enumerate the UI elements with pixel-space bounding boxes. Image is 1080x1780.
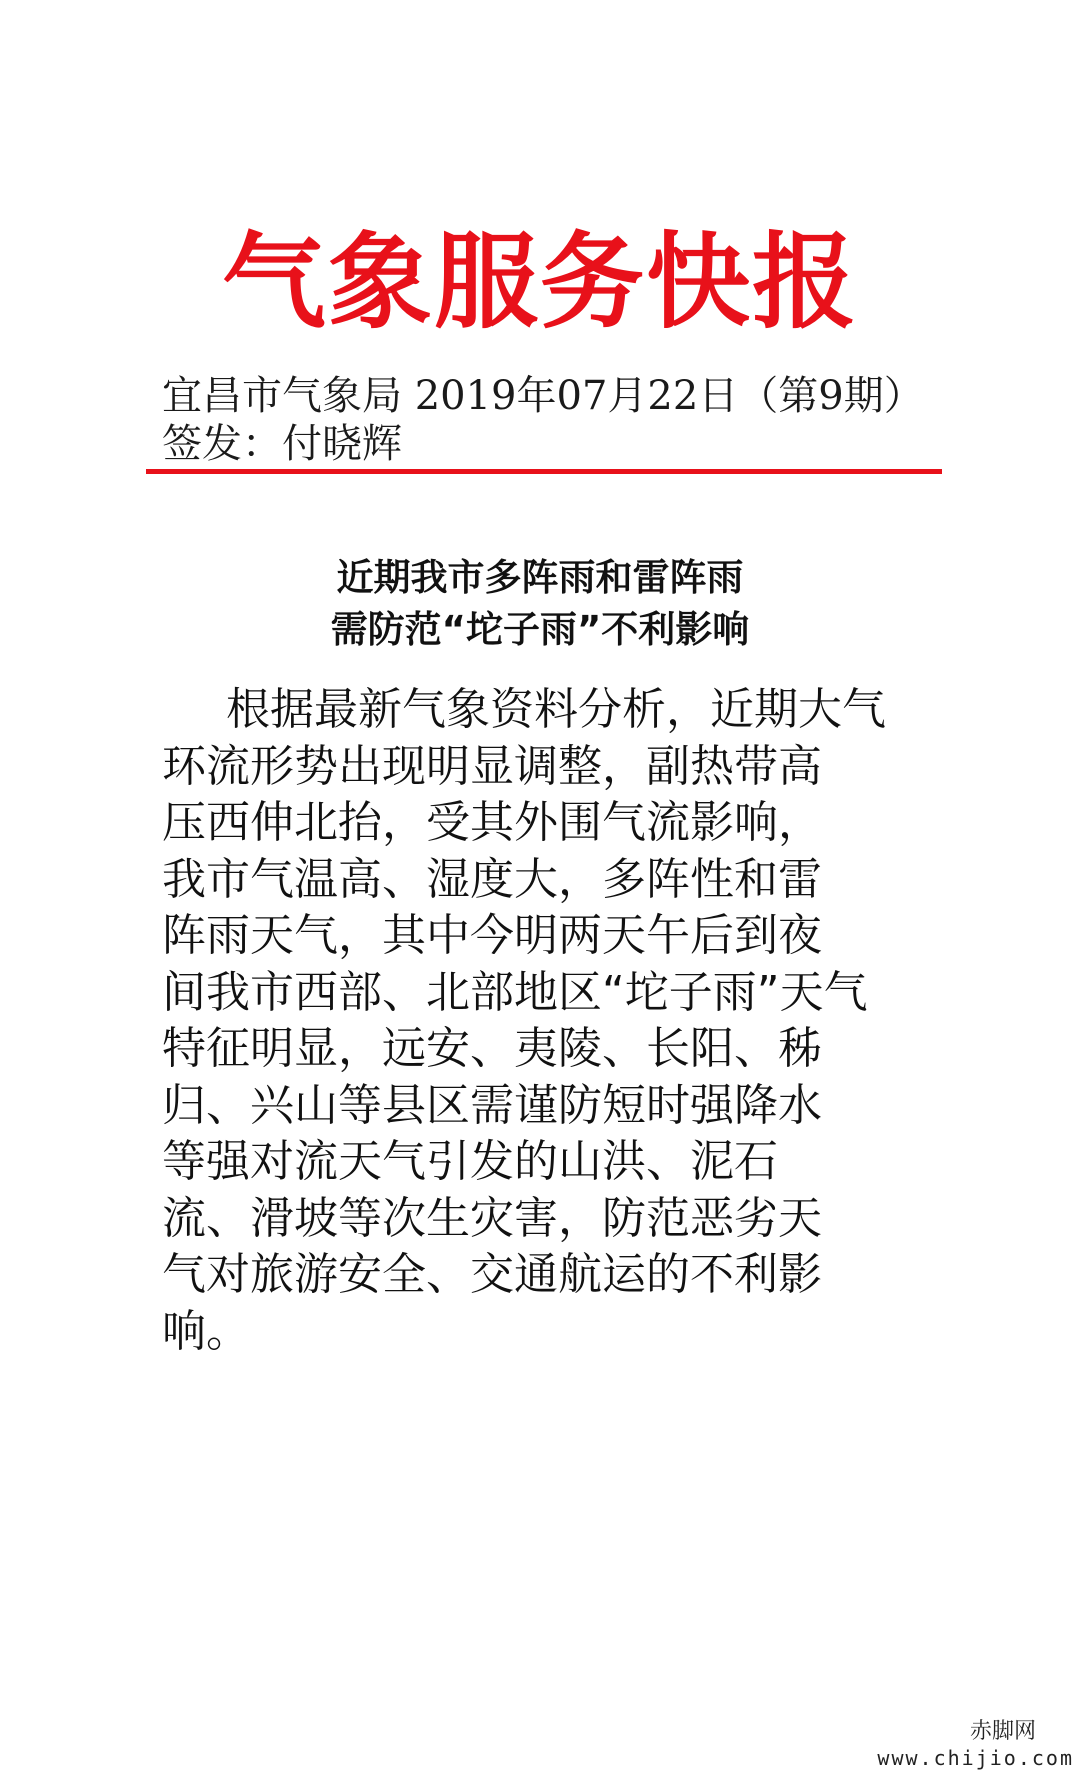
site-watermark bbox=[877, 1718, 1074, 1770]
masthead-title: 气象服务快报 bbox=[221, 221, 858, 343]
body-line: 环流形势出现明显调整，副热带高 bbox=[162, 740, 822, 792]
body-line: 流、滑坡等次生灾害，防范恶劣天 bbox=[162, 1192, 822, 1244]
watermark-site-url: www.chijio.com bbox=[877, 1746, 1074, 1770]
issue-line: 宜昌市气象局 2019年07月22日（第9期） bbox=[162, 373, 924, 419]
body-line: 我市气温高、湿度大，多阵性和雷 bbox=[162, 853, 822, 905]
body-line: 压西伸北抬，受其外围气流影响， bbox=[162, 797, 822, 848]
article-headline bbox=[0, 552, 1080, 656]
article-body bbox=[162, 682, 914, 1360]
body-line: 阵雨天气，其中今明两天午后到夜 bbox=[162, 910, 822, 961]
body-line: 根据最新气象资料分析，近期大气 bbox=[226, 684, 886, 735]
body-line: 等强对流天气引发的山洪、泥石 bbox=[162, 1136, 778, 1187]
headline-line-2: 需防范“坨子雨”不利影响 bbox=[330, 608, 750, 651]
signer-line: 签发：付晓辉 bbox=[162, 421, 402, 467]
body-line: 归、兴山等县区需谨防短时强降水 bbox=[162, 1079, 822, 1131]
body-line: 特征明显，远安、夷陵、长阳、秭 bbox=[162, 1023, 822, 1074]
body-line: 气对旅游安全、交通航运的不利影 bbox=[162, 1249, 822, 1300]
body-line: 间我市西部、北部地区“坨子雨”天气 bbox=[162, 966, 868, 1018]
watermark-site-name: 赤脚网 bbox=[969, 1719, 1036, 1744]
red-divider bbox=[146, 469, 942, 474]
body-line: 响。 bbox=[162, 1305, 250, 1357]
issue-info bbox=[162, 372, 924, 468]
headline-line-1: 近期我市多阵雨和雷阵雨 bbox=[336, 556, 744, 599]
